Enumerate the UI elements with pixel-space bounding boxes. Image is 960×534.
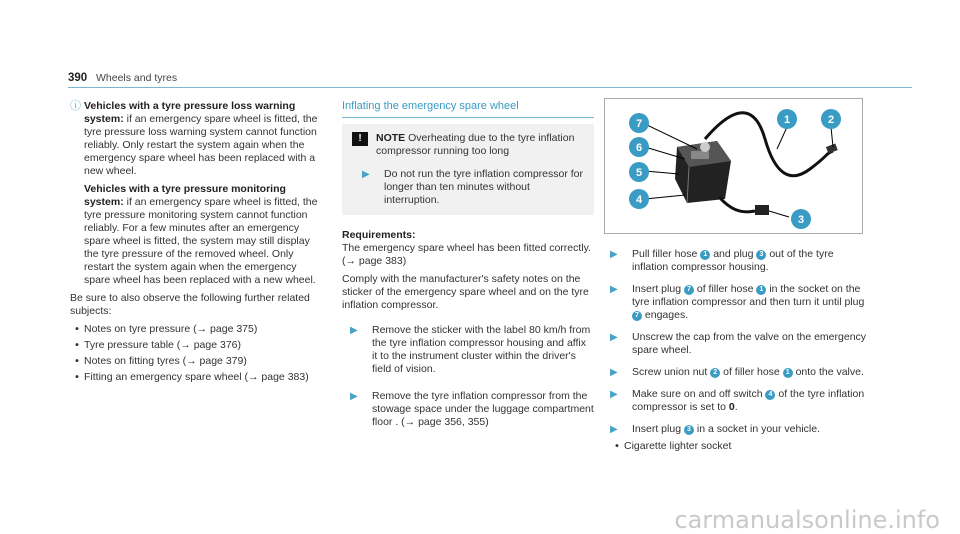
list-item: • Tyre pressure table (→ page 376) bbox=[75, 339, 241, 351]
comply-text: Comply with the manufacturer's safety notes on the sticker of the emergency spare wheel and on the tyre inflation compressor. bbox=[342, 273, 589, 311]
note-label: NOTE bbox=[376, 132, 406, 144]
step-text: Unscrew the cap from the valve on the emergency spare wheel. bbox=[632, 331, 867, 356]
step-arrow-icon: ▶ bbox=[610, 284, 618, 295]
note-tpl-warning bbox=[70, 100, 322, 292]
step-arrow-icon: ▶ bbox=[610, 424, 618, 435]
related-link[interactable]: Tyre pressure table (→ page 376) bbox=[84, 339, 241, 351]
callout-badge: 3 bbox=[756, 250, 766, 260]
callout-badge: 1 bbox=[783, 368, 793, 378]
callout-6: 6 bbox=[635, 142, 643, 154]
callout-4: 4 bbox=[635, 194, 643, 206]
observe-text: Be sure to also observe the following further related subjects: bbox=[70, 292, 310, 317]
note1-heading: Vehicles with a tyre pressure loss warning system: bbox=[84, 100, 296, 125]
callout-2: 2 bbox=[827, 114, 835, 126]
callout-7: 7 bbox=[635, 118, 643, 130]
callout-badge: 7 bbox=[632, 311, 642, 321]
column-left bbox=[70, 100, 322, 384]
section-title: Inflating the emergency spare wheel bbox=[342, 100, 594, 118]
list-item: • Notes on fitting tyres (→ page 379) bbox=[75, 355, 247, 367]
callout-badge: 4 bbox=[765, 390, 775, 400]
callout-badge: 7 bbox=[684, 285, 694, 295]
step-text: Remove the tyre inflation compressor from the stowage space under the luggage compartment floor . (→ page 356, 355) bbox=[372, 390, 594, 428]
info-icon: ⓘ bbox=[70, 100, 81, 112]
callout-badge: 2 bbox=[710, 368, 720, 378]
compressor-illustration bbox=[604, 98, 863, 234]
callout-badge: 1 bbox=[756, 285, 766, 295]
step-arrow-icon: ▶ bbox=[610, 332, 618, 343]
related-link[interactable]: Notes on tyre pressure (→ page 375) bbox=[84, 323, 258, 335]
related-link[interactable]: Fitting an emergency spare wheel (→ page 383) bbox=[84, 371, 309, 383]
compressor-drawing bbox=[605, 99, 862, 233]
step-text: Remove the sticker with the label 80 km/h from the tyre inflation compressor housing and affix it to the instrument cluster within the driver's field of vision. bbox=[372, 324, 591, 375]
list-item: • Fitting an emergency spare wheel (→ page 383) bbox=[75, 371, 309, 383]
header-rule bbox=[68, 87, 912, 88]
switch-position: 0 bbox=[728, 401, 735, 413]
note-step: Do not run the tyre inflation compressor for longer than ten minutes without interruption. bbox=[384, 168, 584, 206]
page-number: 390 bbox=[68, 72, 88, 84]
callout-1: 1 bbox=[783, 114, 791, 126]
step-arrow-icon: ▶ bbox=[610, 367, 618, 378]
step-arrow-icon: ▶ bbox=[362, 169, 370, 180]
note-box bbox=[342, 124, 594, 215]
note2-heading: Vehicles with a tyre pressure monitoring system: bbox=[84, 183, 286, 208]
step-arrow-icon: ▶ bbox=[610, 389, 618, 400]
requirements-text: The emergency spare wheel has been fitted correctly. (→ page 383) bbox=[342, 242, 592, 267]
page-header-title: Wheels and tyres bbox=[96, 72, 178, 84]
step-arrow-icon: ▶ bbox=[610, 249, 618, 260]
column-middle bbox=[342, 100, 594, 438]
callout-5: 5 bbox=[635, 167, 643, 179]
callout-3: 3 bbox=[797, 214, 805, 226]
watermark: carmanualsonline.info bbox=[674, 506, 940, 534]
step-arrow-icon: ▶ bbox=[350, 391, 358, 402]
callout-badge: 1 bbox=[700, 250, 710, 260]
warning-icon: ! bbox=[352, 132, 368, 146]
list-item: • Cigarette lighter socket bbox=[615, 440, 732, 452]
step-arrow-icon: ▶ bbox=[350, 325, 358, 336]
list-item: • Notes on tyre pressure (→ page 375) bbox=[75, 323, 258, 335]
related-link[interactable]: Notes on fitting tyres (→ page 379) bbox=[84, 355, 247, 367]
requirements-title: Requirements: bbox=[342, 229, 416, 241]
note1-text: if an emergency spare wheel is fitted, the tyre pressure loss warning system cannot function reliably. Only restart the system again when the emergency spare wheel has been replaced with a new wheel. bbox=[84, 113, 318, 177]
note2-text: if an emergency spare wheel is fitted, the tyre pressure monitoring system cannot function reliably. For a few minutes after an emergency spare wheel is fitted, the system may still display the tyre pressure of the removed wheel. Only restart the system again when the emergency spare wheel has been replaced with a new wheel. bbox=[84, 196, 318, 286]
column-right: ▶ Pull filler hose 1 and plug 3 out of the tyre inflation compressor housing. ▶ Insert plug 7 of filler hose 1 in the socket on the tyre inflation compressor and then turn it until plug 7 engages. ▶ Unscrew the cap from the valve on the emergency spare wheel. ▶ Screw union nut 2 of filler hose 1 onto the valve. ▶ Make sure on and off switch 4 of the tyre inflation compressor is set to 0. ▶ Insert plug 3 in a socket in your vehicle. • Cigarette lighter socket bbox=[610, 248, 870, 453]
note-text: Overheating due to the tyre inflation compressor running too long bbox=[376, 132, 575, 157]
callout-badge: 3 bbox=[684, 425, 694, 435]
